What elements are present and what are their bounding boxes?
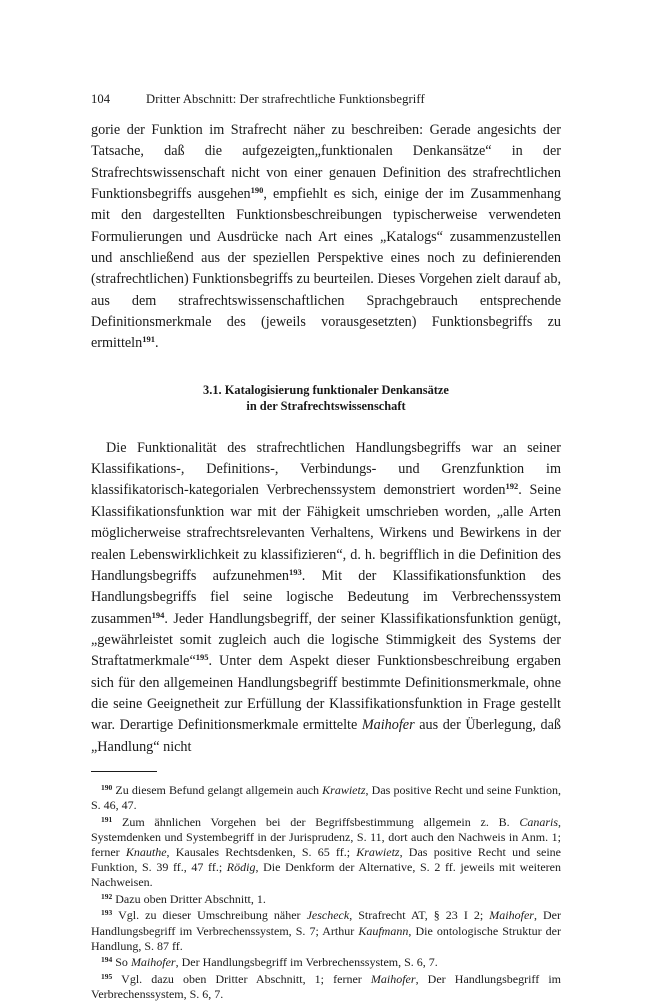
paragraph-1 <box>91 120 561 355</box>
text-run: gorie der Funktion im Strafrecht näher zu beschreiben: Gerade angesichts der Tatsache, daß die aufgezeigten„funktionalen Denkansätze“ in der Strafrechtswissenschaft nicht von einer genauen Definition des strafrechtlichen Funktionsbegriffs ausgehen <box>91 122 561 203</box>
author-name: Maihofer <box>361 717 415 734</box>
section-heading-line-1: 3.1. Katalogisierung funktionaler Denkansätze <box>203 382 449 397</box>
footnote-number: 192 <box>101 891 113 901</box>
footnote-ref-193: 193 <box>289 566 302 577</box>
footnote-194 <box>91 955 561 970</box>
footnote-text: , Der Handlungsbegriff im Verbrechenssystem, S. 6, 7. <box>175 955 438 970</box>
footnote-number: 191 <box>101 814 113 824</box>
text-run: , empfiehlt es sich, einige der im Zusammenhang mit den dargestellten Funktionsbeschreibungen typischerweise verwendeten Formulierungen und Ausdrücke nach Art eines „Katalogs“ zusammenzustellen und anschließend aus der speziellen Perspektive eines noch zu definierenden (strafrechtlichen) Funktionsbegriffs zu beurteilen. Dieses Vorgehen zielt darauf ab, aus dem strafrechtswissenschaftlichen Sprachgebrauch entsprechende Definitionsmerkmale des (jeweils vorausgesetzten) Funktionsbegriffs zu ermitteln <box>91 186 562 352</box>
footnote-ref-195: 195 <box>195 652 209 663</box>
footnote-195 <box>91 972 561 1002</box>
footnote-191 <box>91 815 561 890</box>
section-heading <box>91 382 561 414</box>
cited-author: Maihofer <box>489 908 534 923</box>
footnote-text: , Das positive Recht und seine Funktion, S. 46, 47. <box>91 782 562 813</box>
running-title: Dritter Abschnitt: Der strafrechtliche Funktionsbegriff <box>146 92 425 106</box>
footnote-ref-190: 190 <box>250 185 264 196</box>
footnote-text: , Kausales Rechtsdenken, S. 65 ff.; <box>166 844 357 859</box>
footnote-ref-194: 194 <box>151 609 165 620</box>
footnote-193 <box>91 908 561 953</box>
text-run: Die Funktionalität des strafrechtlichen Handlungsbegriffs war an seiner Klassifikations-, Definitions-, Verbindungs- und Grenzfunktion im klassifikatorisch-kategorialen Verbrechenssystem demonstriert worden <box>91 439 561 499</box>
footnote-number: 195 <box>101 972 113 982</box>
footnote-text: Dazu oben Dritter Abschnitt, 1. <box>115 891 266 906</box>
footnote-190 <box>91 783 561 813</box>
book-page <box>91 92 561 1004</box>
cited-author: Maihofer <box>130 955 176 970</box>
text-run: . <box>154 335 159 352</box>
footnote-text: , Der Handlungsbegriff im Verbrechenssystem, S. 7; Arthur <box>91 908 561 938</box>
text-run: . Unter dem Aspekt dieser Funktionsbeschreibung ergaben sich für den allgemeinen Handlungsbegriff bestimmte Definitionsmerkmale, ohne die seine Geeignetheit zur Erfüllung der Klassifikationsfunktion in Frage gestellt war. Derartige Definitionsmerkmale ermittelte <box>91 653 561 734</box>
footnote-number: 194 <box>101 955 113 965</box>
cited-author: Rödig <box>226 860 256 874</box>
footnote-192 <box>91 892 561 907</box>
footnote-text: , Strafrecht AT, § 23 I 2; <box>349 908 490 923</box>
footnote-ref-192: 192 <box>505 481 519 492</box>
footnote-text: Zum ähnlichen Vorgehen bei der Begriffsbestimmung allgemein z. B. <box>121 814 520 829</box>
cited-author: Krawietz <box>322 782 366 797</box>
section-heading-line-2: in der Strafrechtswissenschaft <box>246 398 406 413</box>
footnote-text: , Systemdenken und Systembegriff in der Jurisprudenz, S. 11, dort auch den Nachweis in Anm. 1; ferner <box>91 814 561 859</box>
text-run: . Jeder Handlungsbegriff, der seiner Klassifikationsfunktion genügt, „gewährleistet somit zugleich auch die logische Stimmigkeit des Systems der Straftatmerkmale“ <box>91 610 561 670</box>
running-header <box>91 92 561 110</box>
footnote-number: 193 <box>101 908 113 918</box>
text-run: . Mit der Klassifikationsfunktion des Handlungsbegriffs fiel seine logische Bedeutung im Verbrechenssystem zusammen <box>91 567 561 627</box>
footnote-text: Vgl. dazu oben Dritter Abschnitt, 1; ferner <box>121 972 371 987</box>
footnote-text: , Die Denkform der Alternative, S. 2 ff. jeweils mit weiteren Nachweisen. <box>91 860 561 890</box>
footnote-text: Vgl. zu dieser Umschreibung näher <box>118 908 307 923</box>
footnote-text: Zu diesem Befund gelangt allgemein auch <box>115 782 323 797</box>
cited-author: Jescheck <box>306 908 350 923</box>
footnote-number: 190 <box>101 782 113 792</box>
footnotes <box>91 783 561 1002</box>
paragraph-2 <box>91 438 561 758</box>
page-number: 104 <box>91 92 111 106</box>
cited-author: Kaufmann <box>358 923 409 938</box>
main-text <box>91 120 561 758</box>
text-run: aus der Überlegung, daß „Handlung“ nicht <box>91 717 561 755</box>
footnote-text: , Das positive Recht und seine Funktion, S. 39 ff., 47 ff.; <box>91 844 561 874</box>
cited-author: Krawietz <box>356 844 400 859</box>
footnote-ref-191: 191 <box>142 334 155 345</box>
footnote-text: So <box>115 955 131 970</box>
text-run: . Seine Klassifikationsfunktion war mit der Fähigkeit umschrieben worden, „alle Arten möglicherweise strafrechtsrelevanten Verhaltens, Wirkens und Bewirkens in der realen Lebenswirklichkeit zu klassifizieren“, d. h. begrifflich in die Definition des Handlungsbegriffs aufzunehmen <box>91 482 561 584</box>
cited-author: Knauthe <box>125 844 167 859</box>
footnote-text: , Die ontologische Struktur der Handlung, S. 87 ff. <box>91 923 561 953</box>
footnote-text: , Der Handlungsbegriff im Verbrechenssystem, S. 6, 7. <box>91 972 561 1002</box>
cited-author: Maihofer <box>370 972 416 987</box>
cited-author: Canaris <box>519 814 558 829</box>
footnote-separator <box>91 771 157 772</box>
